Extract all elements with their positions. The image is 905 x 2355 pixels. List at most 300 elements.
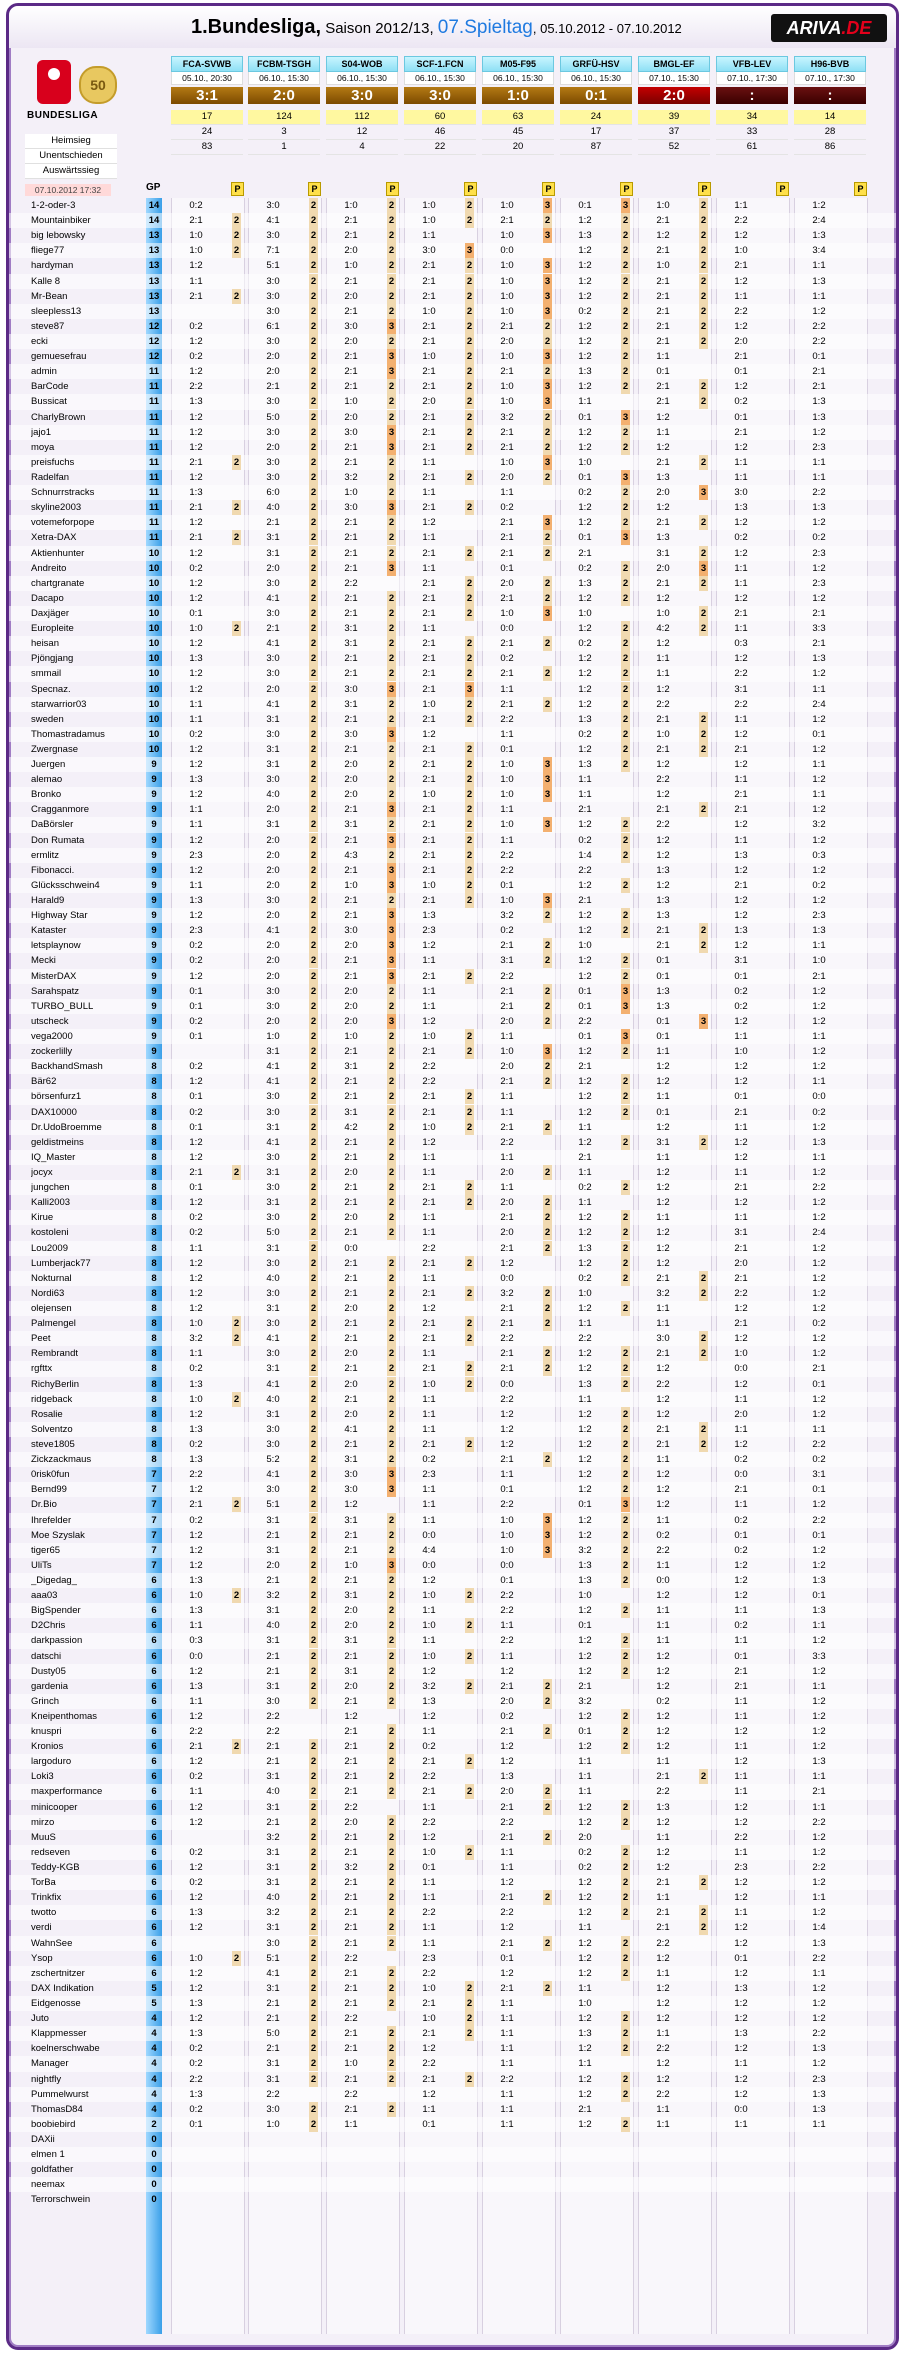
- player-name[interactable]: Kalle 8: [31, 275, 61, 287]
- player-name[interactable]: Kalli2003: [31, 1197, 71, 1209]
- player-points-total: 11: [148, 487, 160, 499]
- player-name[interactable]: WahnSee: [31, 1937, 73, 1949]
- player-name[interactable]: skyline2003: [31, 502, 82, 514]
- tip-points: 2: [466, 366, 473, 378]
- player-name[interactable]: gemuesefrau: [31, 351, 87, 363]
- player-name[interactable]: Aktienhunter: [31, 547, 85, 559]
- player-tip: 1:1: [500, 1846, 514, 1858]
- player-name[interactable]: neemax: [31, 2179, 65, 2191]
- player-name[interactable]: heisan: [31, 638, 59, 650]
- player-tip: 1:2: [812, 1393, 826, 1405]
- player-name[interactable]: Mr-Bean: [31, 290, 68, 302]
- points-header[interactable]: P: [854, 182, 867, 196]
- player-name[interactable]: BackhandSmash: [31, 1061, 103, 1073]
- player-name[interactable]: Bronko: [31, 789, 62, 801]
- player-name[interactable]: chartgranate: [31, 577, 85, 589]
- player-name[interactable]: Dusty05: [31, 1665, 66, 1677]
- player-points-total: 9: [151, 1000, 157, 1012]
- player-points-total: 6: [151, 1831, 157, 1843]
- match-column-h96-bvb: [794, 56, 866, 155]
- player-name[interactable]: tiger65: [31, 1544, 61, 1556]
- player-name[interactable]: Nokturnal: [31, 1272, 72, 1284]
- player-tip: 2:1: [500, 547, 514, 559]
- tip-points: 2: [466, 713, 473, 725]
- player-name[interactable]: gardenia: [31, 1680, 68, 1692]
- tip-points: 2: [310, 1242, 317, 1254]
- player-tip: 1:3: [189, 1423, 203, 1435]
- player-name[interactable]: rgfttx: [31, 1363, 53, 1375]
- player-tip: 2:0: [422, 396, 436, 408]
- tip-points: 2: [466, 592, 473, 604]
- player-name[interactable]: Bernd99: [31, 1484, 67, 1496]
- player-tip: 2:1: [344, 1771, 358, 1783]
- player-row: [9, 591, 896, 606]
- player-name[interactable]: Trinkfix: [31, 1892, 62, 1904]
- player-tip: 1:2: [578, 1877, 592, 1889]
- tip-points: 2: [310, 1302, 317, 1314]
- player-row: [9, 908, 896, 923]
- player-name[interactable]: Dr.Bio: [31, 1499, 57, 1511]
- player-tip: 2:1: [734, 1665, 748, 1677]
- player-name[interactable]: redseven: [31, 1846, 71, 1858]
- tip-points: 2: [233, 532, 240, 544]
- player-tip: 1:2: [734, 1816, 748, 1828]
- player-name[interactable]: Palmengel: [31, 1318, 76, 1330]
- tip-points: 2: [310, 910, 317, 922]
- player-tip: 2:1: [656, 925, 670, 937]
- match-code[interactable]: BMGL-EF: [638, 56, 710, 72]
- player-name[interactable]: Don Rumata: [31, 834, 85, 846]
- tip-points: 2: [700, 1922, 707, 1934]
- player-tip: 0:1: [189, 1031, 203, 1043]
- player-row: [9, 1951, 896, 1966]
- player-name[interactable]: starwarrior03: [31, 698, 87, 710]
- player-name[interactable]: Juto: [31, 2013, 49, 2025]
- player-name[interactable]: boobiebird: [31, 2118, 76, 2130]
- tip-points: 2: [466, 1620, 473, 1632]
- player-tip: 2:2: [422, 1076, 436, 1088]
- player-name[interactable]: Zwergnase: [31, 743, 78, 755]
- player-tip: 1:3: [656, 1000, 670, 1012]
- player-name[interactable]: Dacapo: [31, 592, 64, 604]
- player-name[interactable]: BigSpender: [31, 1605, 81, 1617]
- player-name[interactable]: maxperformance: [31, 1786, 103, 1798]
- player-tip: 2:1: [812, 638, 826, 650]
- player-tip: 1:2: [189, 1756, 203, 1768]
- player-name[interactable]: sleepless13: [31, 305, 82, 317]
- player-name[interactable]: steve1805: [31, 1438, 75, 1450]
- player-points-total: 12: [148, 320, 160, 332]
- player-name[interactable]: olejensen: [31, 1302, 72, 1314]
- player-tip: 2:1: [734, 1242, 748, 1254]
- player-tip: 2:0: [500, 1197, 514, 1209]
- player-tip: 1:2: [656, 1167, 670, 1178]
- tip-points: 2: [466, 1106, 473, 1118]
- player-tip: 3:0: [266, 335, 280, 347]
- spieltag-link[interactable]: 07.Spieltag: [437, 17, 533, 38]
- player-tip: 2:2: [500, 1499, 514, 1511]
- player-name[interactable]: nightfly: [31, 2073, 62, 2085]
- tip-points: 2: [466, 653, 473, 665]
- player-name[interactable]: UliTs: [31, 1559, 52, 1571]
- player-tip: 2:1: [812, 1363, 826, 1375]
- player-name[interactable]: Andreito: [31, 562, 67, 574]
- player-name[interactable]: Pummelwurst: [31, 2088, 89, 2100]
- player-name[interactable]: MisterDAX: [31, 970, 77, 982]
- player-name[interactable]: letsplaynow: [31, 940, 81, 952]
- player-row: [9, 410, 896, 425]
- player-name[interactable]: Kataster: [31, 925, 67, 937]
- tip-points: 2: [310, 1046, 317, 1058]
- player-row: [9, 923, 896, 938]
- player-name[interactable]: Loki3: [31, 1771, 54, 1783]
- player-name[interactable]: knuspri: [31, 1726, 62, 1738]
- player-name[interactable]: Europleite: [31, 623, 74, 635]
- player-name[interactable]: MuuS: [31, 1831, 56, 1843]
- player-name[interactable]: TorBa: [31, 1877, 56, 1889]
- player-tip: 4:1: [266, 925, 280, 937]
- player-tip: 2:2: [500, 1136, 514, 1148]
- player-name[interactable]: RichyBerlin: [31, 1378, 80, 1390]
- player-name[interactable]: smmail: [31, 668, 62, 680]
- player-name[interactable]: Eidgenosse: [31, 1998, 81, 2010]
- player-name[interactable]: utscheck: [31, 1015, 69, 1027]
- player-tip: 1:0: [500, 789, 514, 801]
- player-name[interactable]: CharlyBrown: [31, 411, 86, 423]
- player-name[interactable]: admin: [31, 366, 57, 378]
- player-name[interactable]: Harald9: [31, 895, 65, 907]
- player-name[interactable]: votemeforpope: [31, 517, 95, 529]
- player-tip: 2:1: [422, 895, 436, 907]
- player-row: [9, 334, 896, 349]
- tip-points: 2: [310, 502, 317, 514]
- player-name[interactable]: ermlitz: [31, 849, 59, 861]
- player-name[interactable]: jungchen: [31, 1182, 70, 1194]
- player-name[interactable]: Glücksschwein4: [31, 879, 100, 891]
- points-header[interactable]: P: [386, 182, 399, 196]
- player-name[interactable]: ecki: [31, 335, 48, 347]
- player-name[interactable]: goldfather: [31, 2164, 74, 2176]
- player-name[interactable]: Sarahspatz: [31, 985, 80, 997]
- tip-points: 2: [544, 1348, 551, 1360]
- player-tip: 2:1: [422, 819, 436, 831]
- player-name[interactable]: koelnerschwabe: [31, 2043, 100, 2055]
- player-name[interactable]: zockerlilly: [31, 1046, 73, 1058]
- player-name[interactable]: Mecki: [31, 955, 56, 967]
- gp-column-header[interactable]: GP: [146, 182, 161, 193]
- player-name[interactable]: Specnaz.: [31, 683, 71, 695]
- player-tip: 1:2: [734, 592, 748, 604]
- player-row: [9, 1044, 896, 1059]
- player-name[interactable]: Kronios: [31, 1741, 64, 1753]
- player-name[interactable]: 1-2-oder-3: [31, 200, 76, 211]
- tip-points: 2: [233, 245, 240, 257]
- player-name[interactable]: BarCode: [31, 381, 69, 393]
- player-name[interactable]: mirzo: [31, 1816, 55, 1828]
- player-tip: 1:0: [344, 879, 358, 891]
- tip-points: 2: [388, 1574, 395, 1586]
- player-name[interactable]: Peet: [31, 1333, 51, 1345]
- tip-points: 2: [388, 1771, 395, 1783]
- player-name[interactable]: TURBO_BULL: [31, 1000, 94, 1012]
- tip-points: 2: [233, 1167, 240, 1178]
- player-tip: 0:2: [189, 955, 203, 967]
- player-row: [9, 258, 896, 273]
- player-tip: 2:1: [734, 1182, 748, 1194]
- player-name[interactable]: verdi: [31, 1922, 52, 1934]
- player-name[interactable]: Highway Star: [31, 910, 88, 922]
- player-row: [9, 712, 896, 727]
- player-name[interactable]: Lumberjack77: [31, 1257, 91, 1269]
- player-tip: 0:3: [812, 849, 826, 861]
- player-tip: 2:1: [734, 804, 748, 816]
- player-name[interactable]: Juergen: [31, 759, 66, 771]
- player-tip: 1:1: [578, 1197, 592, 1209]
- tip-points: 2: [622, 698, 629, 710]
- player-tip: 2:1: [578, 547, 592, 559]
- player-name[interactable]: jocyx: [31, 1167, 53, 1178]
- player-points-total: 6: [151, 1741, 157, 1753]
- player-tip: 1:1: [656, 1212, 670, 1224]
- player-tip: 2:1: [422, 1106, 436, 1118]
- player-name[interactable]: Thomastradamus: [31, 728, 105, 740]
- player-name[interactable]: Terrorschwein: [31, 2194, 91, 2206]
- player-name[interactable]: Nordi63: [31, 1287, 65, 1299]
- match-code[interactable]: GRFÜ-HSV: [560, 56, 632, 72]
- player-name[interactable]: Fibonacci.: [31, 864, 75, 876]
- match-code[interactable]: FCBM-TSGH: [248, 56, 320, 72]
- player-tip: 1:0: [500, 607, 514, 619]
- player-name[interactable]: Daxjäger: [31, 607, 70, 619]
- points-header[interactable]: P: [698, 182, 711, 196]
- player-name[interactable]: Rembrandt: [31, 1348, 78, 1360]
- player-name[interactable]: moya: [31, 441, 55, 453]
- match-code[interactable]: H96-BVB: [794, 56, 866, 72]
- player-tip: 1:3: [812, 1605, 826, 1617]
- match-code[interactable]: VFB-LEV: [716, 56, 788, 72]
- player-tip: 3:0: [266, 1423, 280, 1435]
- player-name[interactable]: twotto: [31, 1907, 57, 1919]
- player-name[interactable]: 0risk0fun: [31, 1469, 70, 1481]
- player-tip: 2:1: [344, 1726, 358, 1738]
- player-name[interactable]: Lou2009: [31, 1242, 68, 1254]
- player-name[interactable]: Bussicat: [31, 396, 67, 408]
- player-tip: 2:1: [422, 441, 436, 453]
- player-tip: 3:1: [266, 1846, 280, 1858]
- player-points-total: 8: [151, 1438, 157, 1450]
- player-tip: 3:0: [266, 1000, 280, 1012]
- player-tip: 1:2: [578, 1106, 592, 1118]
- match-code[interactable]: FCA-SVWB: [171, 56, 243, 72]
- player-name[interactable]: minicooper: [31, 1801, 78, 1813]
- player-name[interactable]: Klappmesser: [31, 2028, 87, 2040]
- player-tip: 2:2: [812, 1182, 826, 1194]
- player-tip: 4:4: [422, 1544, 436, 1556]
- player-name[interactable]: aaa03: [31, 1590, 58, 1602]
- player-tip: 2:0: [266, 1015, 280, 1027]
- player-name[interactable]: Ysop: [31, 1952, 53, 1964]
- player-name[interactable]: DAX Indikation: [31, 1982, 94, 1994]
- player-tip: 1:2: [656, 1665, 670, 1677]
- tip-points: 2: [388, 1076, 395, 1088]
- stat-label-away: Auswärtssieg: [25, 164, 117, 179]
- player-name[interactable]: kostoleni: [31, 1227, 69, 1239]
- player-name[interactable]: hardyman: [31, 260, 74, 272]
- tip-points: 2: [622, 623, 629, 635]
- player-tip: 1:2: [656, 1469, 670, 1481]
- player-name[interactable]: preisfuchs: [31, 456, 75, 468]
- player-name[interactable]: largoduro: [31, 1756, 72, 1768]
- tip-points: 2: [622, 1136, 629, 1148]
- match-code[interactable]: S04-WOB: [326, 56, 398, 72]
- player-name[interactable]: big lebowsky: [31, 230, 86, 242]
- tip-points: 2: [466, 1590, 473, 1602]
- player-name[interactable]: jajo1: [31, 426, 52, 438]
- player-points-total: 7: [151, 1544, 157, 1556]
- player-tip: 1:2: [812, 1695, 826, 1707]
- player-name[interactable]: datschi: [31, 1650, 62, 1662]
- player-name[interactable]: Manager: [31, 2058, 69, 2070]
- player-tip: 3:1: [266, 1514, 280, 1526]
- player-row: [9, 1558, 896, 1573]
- player-points-total: 6: [151, 1952, 157, 1964]
- player-name[interactable]: vega2000: [31, 1031, 73, 1043]
- player-tip: 2:2: [656, 1544, 670, 1556]
- player-tip: 1:2: [734, 1197, 748, 1209]
- player-name[interactable]: fliege77: [31, 245, 65, 257]
- player-tip: 1:1: [734, 1167, 748, 1178]
- points-header[interactable]: P: [620, 182, 633, 196]
- points-header[interactable]: P: [776, 182, 789, 196]
- player-name[interactable]: DAXii: [31, 2134, 55, 2145]
- tip-points: 2: [544, 366, 551, 378]
- player-name[interactable]: Kneipenthomas: [31, 1710, 98, 1722]
- player-name[interactable]: börsenfurz1: [31, 1091, 82, 1103]
- player-tip: 2:0: [344, 290, 358, 302]
- tip-points: 2: [544, 1786, 551, 1798]
- points-header[interactable]: P: [308, 182, 321, 196]
- player-name[interactable]: Pjöngjang: [31, 653, 74, 665]
- tip-points: 2: [233, 215, 240, 227]
- tip-points: 2: [388, 1590, 395, 1602]
- player-name[interactable]: DaBörsler: [31, 819, 74, 831]
- player-tip: 1:0: [266, 2118, 280, 2130]
- tip-points: 2: [388, 759, 395, 771]
- player-name[interactable]: D2Chris: [31, 1620, 66, 1632]
- player-name[interactable]: Schnurrstracks: [31, 487, 95, 499]
- points-header[interactable]: P: [464, 182, 477, 196]
- player-name[interactable]: Radelfan: [31, 471, 70, 483]
- player-tip: 2:1: [578, 1151, 592, 1163]
- player-name[interactable]: sweden: [31, 713, 64, 725]
- match-code[interactable]: SCF-1.FCN: [404, 56, 476, 72]
- player-name[interactable]: Zickzackmaus: [31, 1454, 92, 1466]
- player-name[interactable]: steve87: [31, 320, 65, 332]
- player-tip: 2:2: [812, 335, 826, 347]
- match-code[interactable]: M05-F95: [482, 56, 554, 72]
- player-name[interactable]: Moe Szyslak: [31, 1529, 85, 1541]
- tip-points: 2: [310, 940, 317, 952]
- player-tip: 2:1: [422, 502, 436, 514]
- player-name[interactable]: Teddy-KGB: [31, 1862, 80, 1874]
- player-tip: 1:2: [812, 1272, 826, 1284]
- tip-points: 2: [388, 230, 395, 242]
- tip-points: 2: [310, 985, 317, 997]
- player-name[interactable]: Cragganmore: [31, 804, 90, 816]
- player-name[interactable]: Ihrefelder: [31, 1514, 72, 1526]
- points-header[interactable]: P: [231, 182, 244, 196]
- player-tip: 1:1: [656, 426, 670, 438]
- tip-points: 2: [544, 1212, 551, 1224]
- tip-points: 2: [466, 1786, 473, 1798]
- player-name[interactable]: zschertnitzer: [31, 1967, 85, 1979]
- player-name[interactable]: ridgeback: [31, 1393, 73, 1405]
- player-tip: 1:2: [578, 1514, 592, 1526]
- player-tip: 2:2: [656, 1378, 670, 1390]
- player-points-total: 9: [151, 834, 157, 846]
- player-name[interactable]: Bär62: [31, 1076, 57, 1088]
- player-tip: 2:1: [422, 759, 436, 771]
- player-tip: 2:1: [500, 366, 514, 378]
- player-row: [9, 530, 896, 545]
- player-row: [9, 1180, 896, 1195]
- player-tip: 2:0: [266, 910, 280, 922]
- match-kickoff: 06.10., 15:30: [404, 72, 476, 85]
- player-tip: 2:1: [422, 864, 436, 876]
- player-tip: 1:1: [500, 1650, 514, 1662]
- player-name[interactable]: _Digedag_: [31, 1574, 77, 1586]
- player-row: [9, 878, 896, 893]
- player-tip: 3:1: [266, 1408, 280, 1420]
- points-header[interactable]: P: [542, 182, 555, 196]
- player-tip: 0:2: [189, 351, 203, 363]
- player-name[interactable]: IQ_Master: [31, 1151, 76, 1163]
- player-name[interactable]: elmen 1: [31, 2149, 65, 2161]
- player-name[interactable]: DAX10000: [31, 1106, 77, 1118]
- player-tip: 1:2: [578, 1741, 592, 1753]
- player-tip: 2:0: [500, 1227, 514, 1239]
- player-name[interactable]: Solventzo: [31, 1423, 73, 1435]
- player-name[interactable]: darkpassion: [31, 1635, 83, 1647]
- player-tip: 1:1: [656, 1318, 670, 1330]
- player-name[interactable]: alemao: [31, 774, 63, 786]
- ariva-logo[interactable]: [771, 14, 887, 42]
- player-tip: 2:2: [344, 2013, 358, 2025]
- tip-points: 2: [622, 2088, 629, 2100]
- player-name[interactable]: Grinch: [31, 1695, 59, 1707]
- player-name[interactable]: Mountainbiker: [31, 215, 91, 227]
- player-name[interactable]: Kirue: [31, 1212, 54, 1224]
- player-name[interactable]: geldistmeins: [31, 1136, 84, 1148]
- tip-points: 2: [388, 1454, 395, 1466]
- tip-points: 2: [388, 819, 395, 831]
- player-tip: 1:3: [422, 1695, 436, 1707]
- player-tip: 0:0: [500, 1378, 514, 1390]
- player-tip: 1:0: [500, 230, 514, 242]
- player-points-total: 9: [151, 774, 157, 786]
- player-name[interactable]: Xetra-DAX: [31, 532, 77, 544]
- player-name[interactable]: ThomasD84: [31, 2103, 83, 2115]
- player-row: [9, 1618, 896, 1633]
- player-tip: 1:2: [578, 698, 592, 710]
- player-tip: 2:1: [500, 1000, 514, 1012]
- player-name[interactable]: Rosalie: [31, 1408, 63, 1420]
- player-tip: 4:0: [266, 1272, 280, 1284]
- player-name[interactable]: Dr.UdoBroemme: [31, 1121, 102, 1133]
- player-tip: 2:3: [189, 925, 203, 937]
- player-tip: 2:1: [266, 2013, 280, 2025]
- player-tip: 3:2: [500, 910, 514, 922]
